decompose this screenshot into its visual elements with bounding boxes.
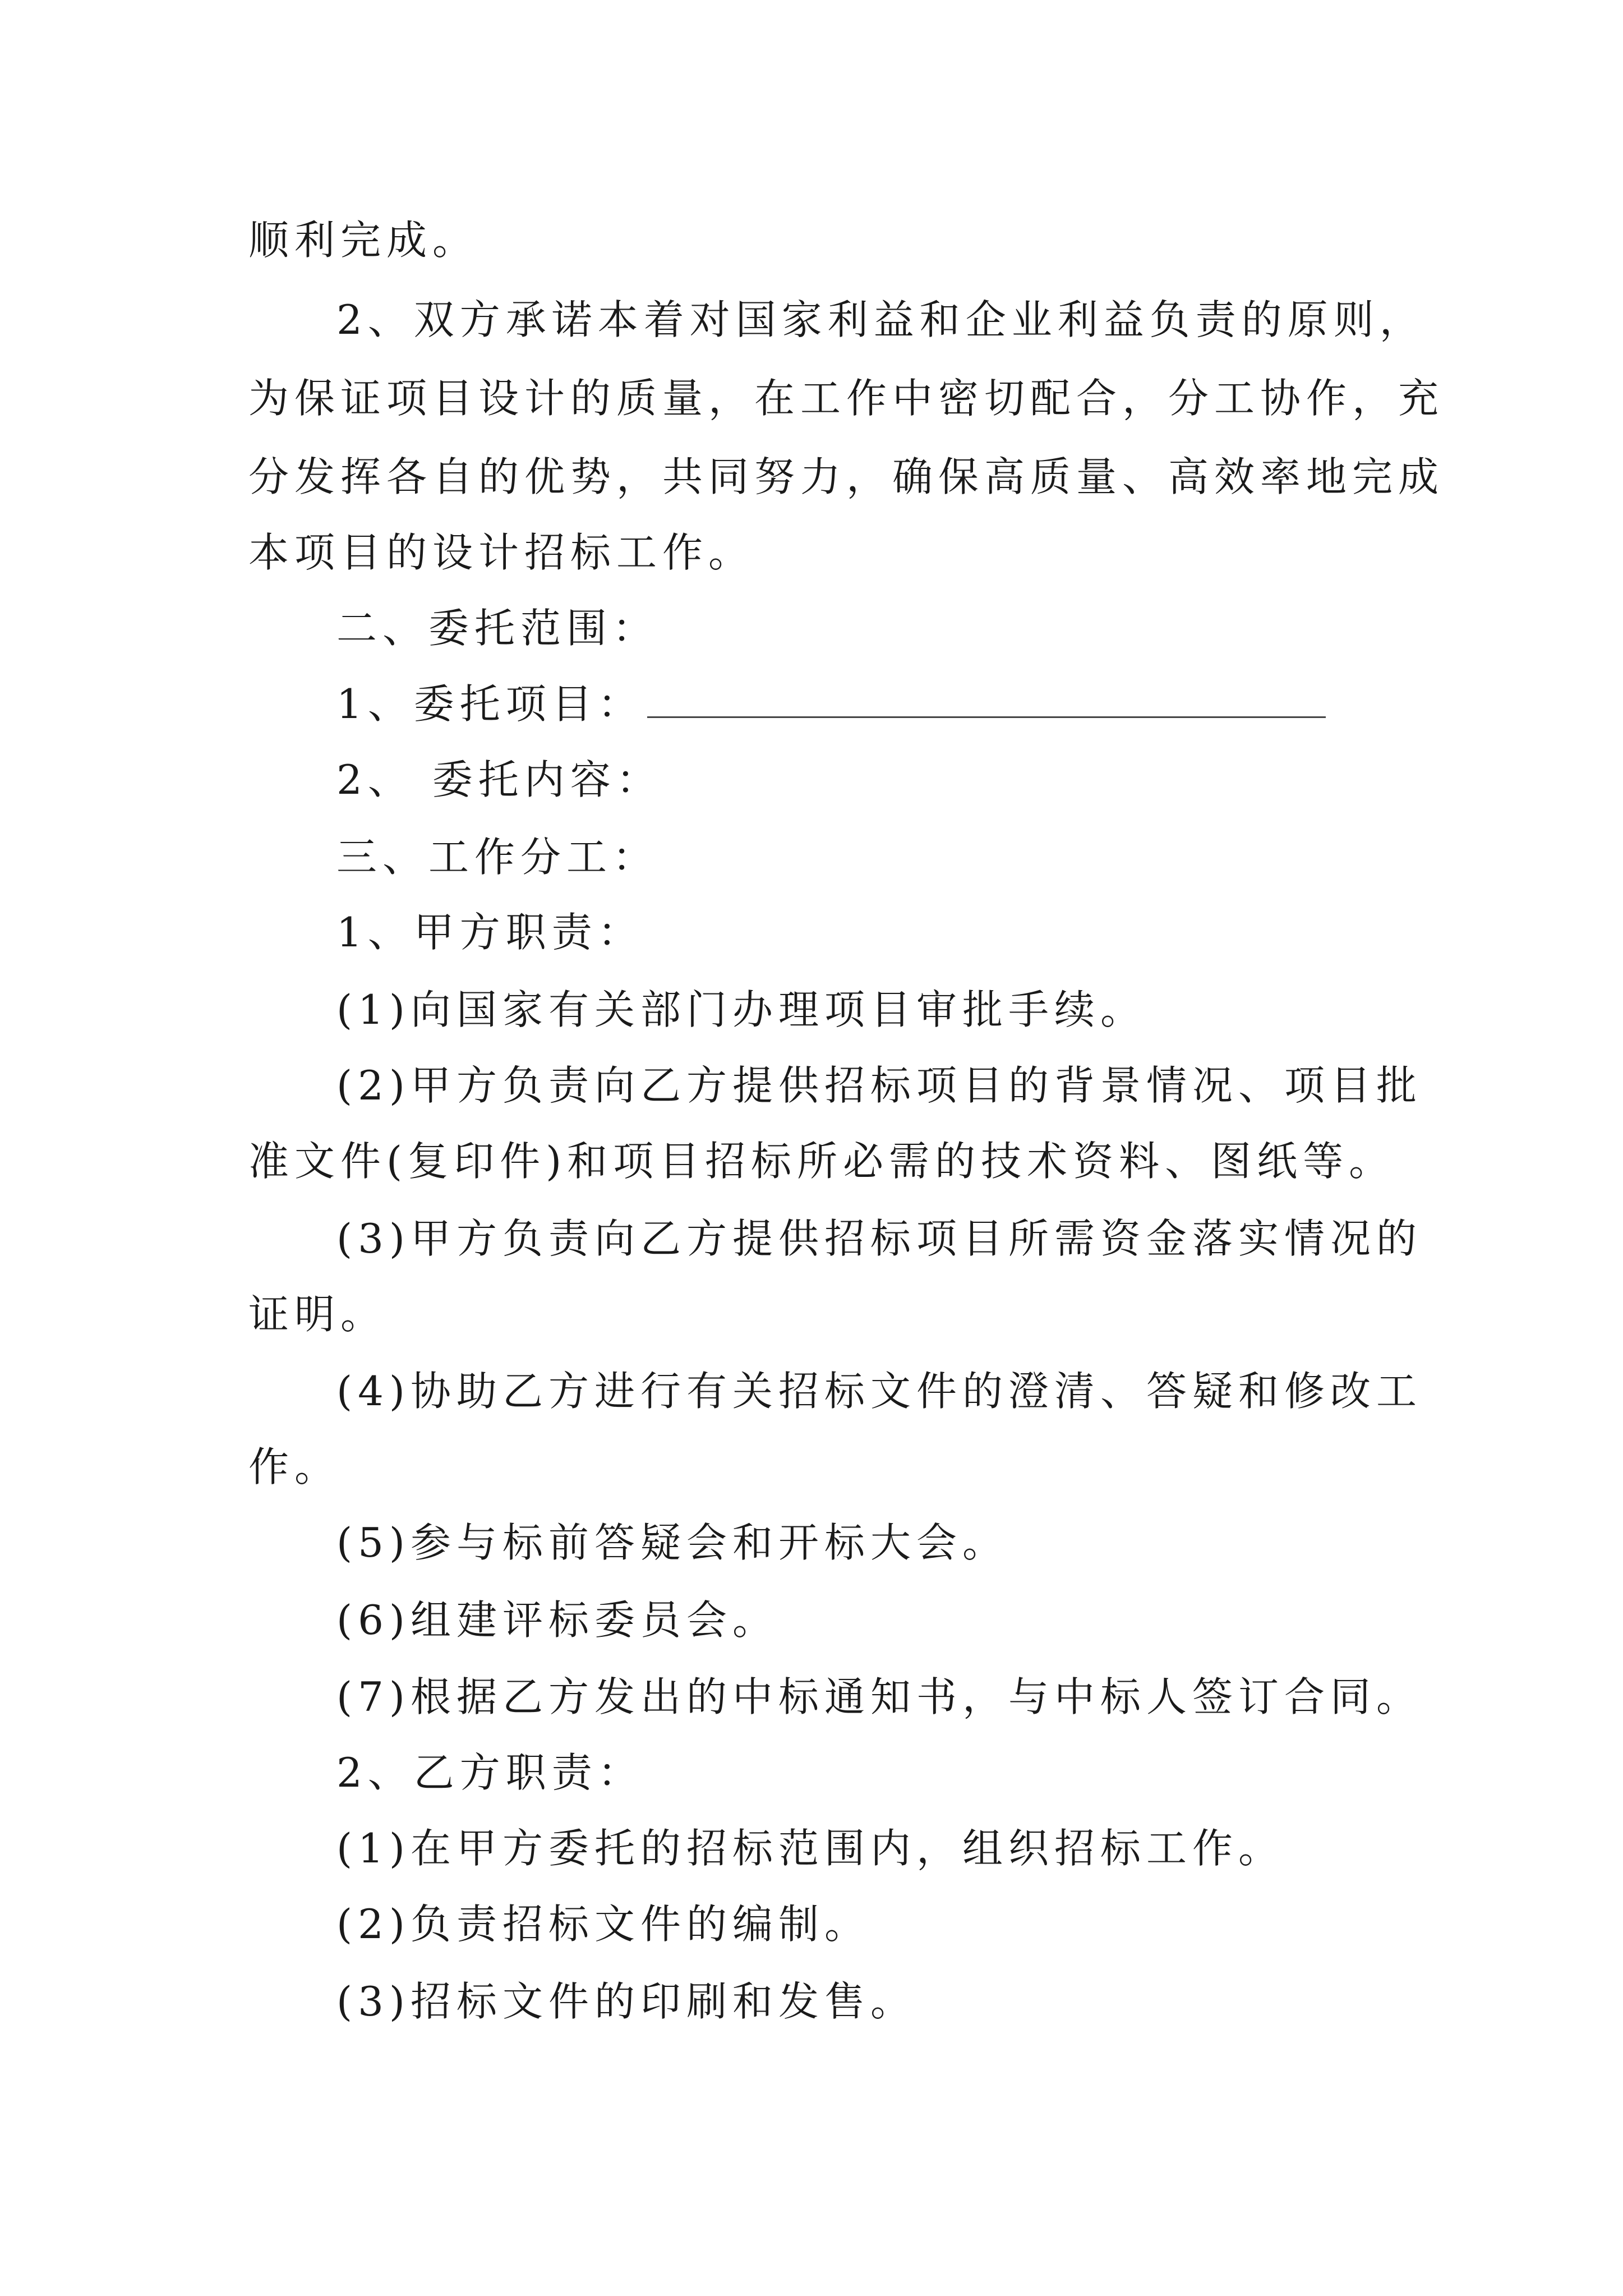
paragraph-line: (7)根据乙方发出的中标通知书，与中标人签订合同。 [336, 1673, 1422, 1720]
entrust-project-label: 1、委托项目： [336, 680, 644, 728]
subsection-heading: 1、甲方职责： [336, 909, 644, 956]
paragraph-line: 本项目的设计招标工作。 [248, 529, 755, 576]
paragraph-line: 分发挥各自的优势，共同努力，确保高质量、高效率地完成 [248, 453, 1445, 500]
paragraph-line: 顺利完成。 [248, 217, 479, 264]
section-heading: 二、委托范围： [336, 605, 659, 652]
section-heading: 三、工作分工： [336, 834, 659, 881]
paragraph-line: 为保证项目设计的质量，在工作中密切配合，分工协作，充 [248, 375, 1445, 422]
paragraph-line: (6)组建评标委员会。 [336, 1596, 778, 1644]
paragraph-line: (4)协助乙方进行有关招标文件的澄清、答疑和修改工 [336, 1368, 1422, 1415]
paragraph-line: (2)负责招标文件的编制。 [336, 1901, 870, 1948]
paragraph-line: (3)招标文件的印刷和发售。 [336, 1978, 916, 2025]
paragraph-line: (3)甲方负责向乙方提供招标项目所需资金落实情况的 [336, 1215, 1422, 1262]
paragraph-line: 作。 [248, 1443, 341, 1490]
paragraph-line: 2、 委托内容： [336, 756, 662, 803]
paragraph-line: (5)参与标前答疑会和开标大会。 [336, 1519, 1008, 1566]
blank-underline [647, 683, 1326, 718]
paragraph-line: (1)向国家有关部门办理项目审批手续。 [336, 986, 1146, 1033]
paragraph-line: 证明。 [248, 1291, 387, 1338]
paragraph-line: (1)在甲方委托的招标范围内，组织招标工作。 [336, 1825, 1284, 1872]
paragraph-line: 准文件(复印件)和项目招标所必需的技术资料、图纸等。 [248, 1138, 1395, 1185]
entrust-project-line [336, 676, 1326, 732]
paragraph-line: 2、双方承诺本着对国家利益和企业利益负责的原则， [336, 296, 1426, 343]
paragraph-line: (2)甲方负责向乙方提供招标项目的背景情况、项目批 [336, 1062, 1422, 1109]
subsection-heading: 2、乙方职责： [336, 1749, 644, 1796]
